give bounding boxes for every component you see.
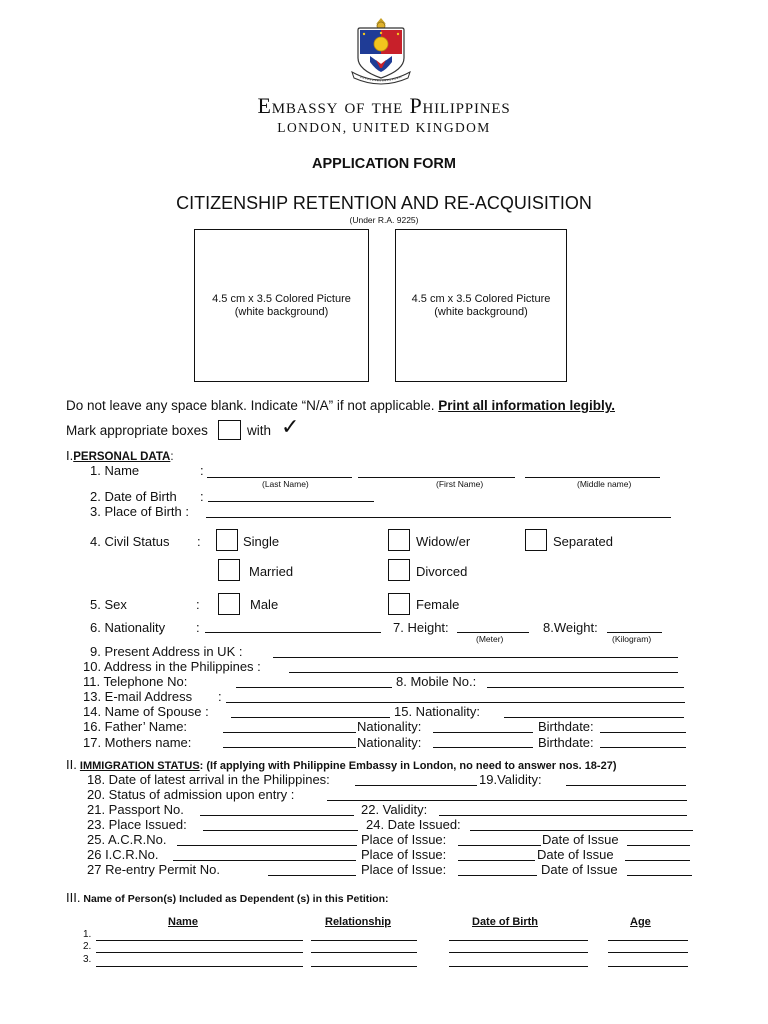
acr-date-input[interactable]: [627, 845, 690, 846]
father-birthdate-label: Birthdate:: [538, 719, 594, 734]
field-telephone-label: 11. Telephone No:: [83, 674, 188, 689]
col-name-header: Name: [168, 916, 198, 928]
section-1-heading: I.PERSONAL DATA:: [66, 448, 174, 463]
acr-input[interactable]: [177, 845, 357, 846]
separated-label: Separated: [553, 534, 613, 549]
telephone-input[interactable]: [236, 687, 392, 688]
embassy-location: LONDON, UNITED KINGDOM: [277, 120, 491, 135]
reentry-place-label: Place of Issue:: [361, 862, 447, 877]
field-civil-status-label: 4. Civil Status: [90, 534, 170, 549]
dependent-name-input[interactable]: [96, 952, 303, 953]
section-2-heading: II. IMMIGRATION STATUS: (If applying with Philippine Embassy in London, no need to answer nos. 18-27): [66, 757, 617, 772]
row-number: 1.: [83, 929, 92, 940]
field-mother-label: 17. Mothers name:: [83, 735, 192, 750]
weight-input[interactable]: [607, 632, 662, 633]
instruction-print: Print all information legibly.: [438, 398, 615, 413]
date-issued-input[interactable]: [470, 830, 693, 831]
section-3-heading: III. Name of Person(s) Included as Dependent (s) in this Petition:: [66, 890, 389, 905]
philippine-seal-logo: [346, 14, 416, 86]
birth-place-input[interactable]: [206, 517, 671, 518]
acr-place-input[interactable]: [458, 845, 541, 846]
field-passport-label: 21. Passport No.: [87, 802, 184, 817]
first-name-input[interactable]: [358, 477, 515, 478]
father-nationality-input[interactable]: [433, 732, 533, 733]
dependent-relationship-input[interactable]: [311, 940, 417, 941]
address-ph-input[interactable]: [289, 672, 678, 673]
photo-box-1[interactable]: [194, 229, 369, 382]
field-email-label: 13. E-mail Address: [83, 689, 193, 704]
field-birth-date-label: 2. Date of Birth: [90, 489, 177, 504]
reentry-date-input[interactable]: [627, 875, 692, 876]
field-acr-label: 25. A.C.R.No.: [87, 832, 167, 847]
widow-checkbox[interactable]: [388, 529, 410, 551]
instruction-mark: Mark appropriate boxes: [66, 423, 208, 438]
height-input[interactable]: [457, 632, 529, 633]
dependent-dob-input[interactable]: [449, 952, 588, 953]
email-input[interactable]: [226, 702, 685, 703]
field-address-ph-label: 10. Address in the Philippines :: [83, 659, 261, 674]
last-name-hint: (Last Name): [262, 479, 309, 489]
male-label: Male: [250, 597, 279, 612]
instruction-blank: Do not leave any space blank. Indicate “N/A” if not applicable. Print all information legibly.: [66, 398, 615, 413]
dependent-relationship-input[interactable]: [311, 952, 417, 953]
icr-place-input[interactable]: [458, 860, 535, 861]
dependent-age-input[interactable]: [608, 940, 688, 941]
single-label: Single: [243, 534, 280, 549]
mother-name-input[interactable]: [223, 747, 356, 748]
birth-date-input[interactable]: [208, 501, 374, 502]
middle-name-hint: (Middle name): [577, 479, 632, 489]
law-reference: (Under R.A. 9225): [349, 215, 419, 225]
field-height-label: 7. Height:: [393, 620, 449, 635]
last-name-input[interactable]: [207, 477, 352, 478]
icr-place-label: Place of Issue:: [361, 847, 447, 862]
field-date-issued-label: 24. Date Issued:: [366, 817, 461, 832]
field-status-label: 20. Status of admission upon entry :: [87, 787, 295, 802]
photo-box-1-label: 4.5 cm x 3.5 Colored Picture (white background): [212, 293, 351, 318]
passport-input[interactable]: [200, 815, 354, 816]
col-age-header: Age: [630, 916, 651, 928]
father-nationality-label: Nationality:: [357, 719, 422, 734]
field-arrival-label: 18. Date of latest arrival in the Philippines:: [87, 772, 330, 787]
mother-nationality-label: Nationality:: [357, 735, 422, 750]
divorced-checkbox[interactable]: [388, 559, 410, 581]
reentry-input[interactable]: [268, 875, 356, 876]
arrival-input[interactable]: [355, 785, 477, 786]
check-mark-icon: ✓: [281, 414, 300, 439]
female-label: Female: [416, 597, 460, 612]
mobile-input[interactable]: [487, 687, 684, 688]
col-dob-header: Date of Birth: [472, 916, 538, 928]
validity19-input[interactable]: [566, 785, 686, 786]
mother-birthdate-input[interactable]: [600, 747, 686, 748]
field-validity22-label: 22. Validity:: [361, 802, 428, 817]
acr-date-label: Date of Issue: [542, 832, 619, 847]
icr-date-input[interactable]: [625, 860, 690, 861]
field-place-issued-label: 23. Place Issued:: [87, 817, 187, 832]
field-reentry-label: 27 Re-entry Permit No.: [87, 862, 220, 877]
female-checkbox[interactable]: [388, 593, 410, 615]
field-sex-label: 5. Sex: [90, 597, 127, 612]
widow-label: Widow/er: [416, 534, 471, 549]
form-title: APPLICATION FORM: [312, 156, 456, 172]
kilogram-hint: (Kilogram): [612, 634, 652, 644]
instruction-with: with: [247, 423, 272, 438]
field-mobile-label: 8. Mobile No.:: [396, 674, 477, 689]
field-spouse-label: 14. Name of Spouse :: [83, 704, 209, 719]
father-birthdate-input[interactable]: [600, 732, 686, 733]
status-input[interactable]: [327, 800, 687, 801]
acr-place-label: Place of Issue:: [361, 832, 447, 847]
photo-box-2-label: 4.5 cm x 3.5 Colored Picture (white background): [411, 293, 551, 318]
dependent-relationship-input[interactable]: [311, 966, 417, 967]
address-uk-input[interactable]: [273, 657, 678, 658]
field-father-label: 16. Father’ Name:: [83, 719, 188, 734]
meter-hint: (Meter): [476, 634, 504, 644]
embassy-title: Embassy of the Philippines: [257, 93, 511, 118]
dependent-age-input[interactable]: [608, 966, 688, 967]
male-checkbox[interactable]: [218, 593, 240, 615]
field-weight-label: 8.Weight:: [543, 620, 598, 635]
married-label: Married: [249, 564, 294, 579]
col-relationship-header: Relationship: [325, 916, 392, 928]
first-name-hint: (First Name): [436, 479, 484, 489]
photo-box-2[interactable]: [395, 229, 567, 382]
married-checkbox[interactable]: [218, 559, 240, 581]
example-checkbox: [218, 420, 241, 440]
field-validity19-label: 19.Validity:: [479, 772, 542, 787]
dependent-age-input[interactable]: [608, 952, 688, 953]
field-name-label: 1. Name: [90, 463, 140, 478]
dependent-dob-input[interactable]: [449, 940, 588, 941]
place-issued-input[interactable]: [203, 830, 358, 831]
row-number: 3.: [83, 954, 92, 965]
row-number: 2.: [83, 941, 92, 952]
spouse-input[interactable]: [231, 717, 390, 718]
field-spouse-nationality-label: 15. Nationality:: [394, 704, 480, 719]
single-checkbox[interactable]: [216, 529, 238, 551]
reentry-place-input[interactable]: [458, 875, 537, 876]
middle-name-input[interactable]: [525, 477, 660, 478]
father-name-input[interactable]: [223, 732, 356, 733]
dependent-dob-input[interactable]: [449, 966, 588, 967]
field-icr-label: 26 I.C.R.No.: [87, 847, 159, 862]
mother-nationality-input[interactable]: [433, 747, 533, 748]
validity22-input[interactable]: [439, 815, 687, 816]
divorced-label: Divorced: [416, 564, 468, 579]
icr-date-label: Date of Issue: [537, 847, 614, 862]
mother-birthdate-label: Birthdate:: [538, 735, 594, 750]
separated-checkbox[interactable]: [525, 529, 547, 551]
reentry-date-label: Date of Issue: [541, 862, 618, 877]
dependent-name-input[interactable]: [96, 940, 303, 941]
field-nationality-label: 6. Nationality: [90, 620, 166, 635]
form-subject: CITIZENSHIP RETENTION AND RE-ACQUISITION: [176, 193, 592, 213]
icr-input[interactable]: [173, 860, 356, 861]
dependent-name-input[interactable]: [96, 966, 303, 967]
spouse-nationality-input[interactable]: [504, 717, 684, 718]
field-address-uk-label: 9. Present Address in UK :: [90, 644, 243, 659]
nationality-input[interactable]: [205, 632, 381, 633]
field-birth-place-label: 3. Place of Birth :: [90, 504, 189, 519]
